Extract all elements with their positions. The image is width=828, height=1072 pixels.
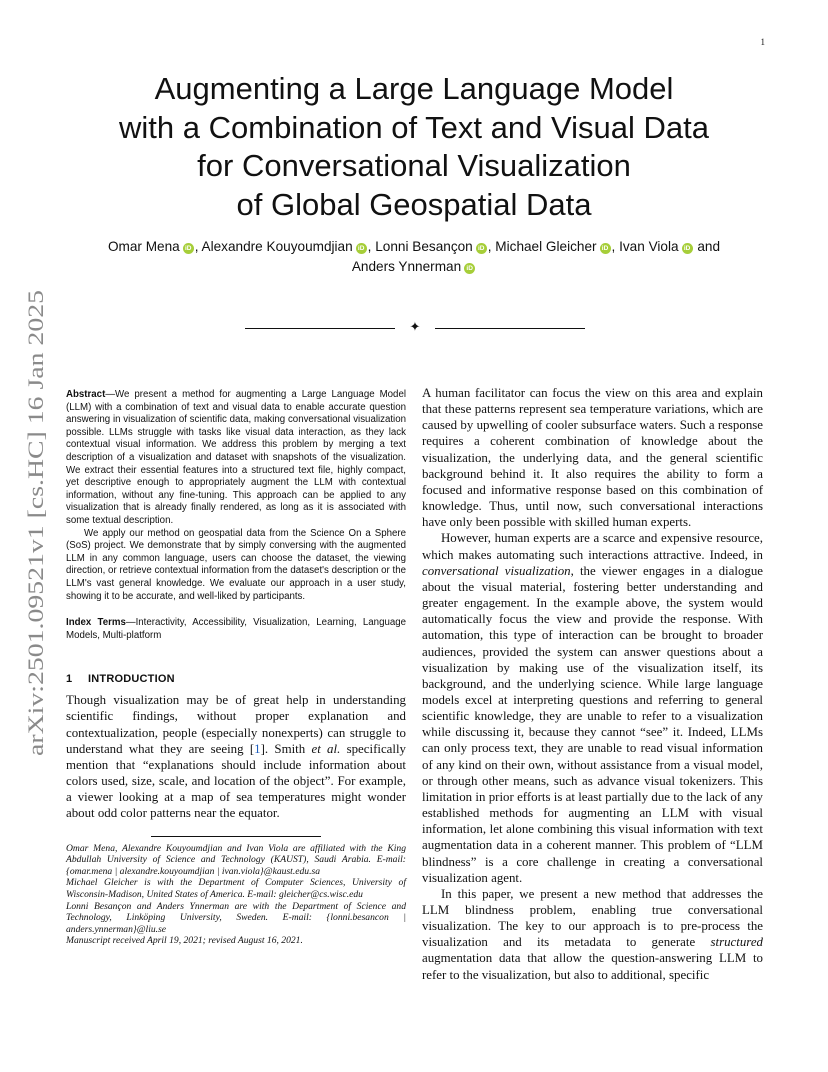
author-separator: , [367, 239, 372, 254]
arxiv-identifier-stamp [24, 290, 50, 760]
divider-ornament-icon: ✦ [409, 320, 421, 335]
author-name: Alexandre Kouyoumdjian [201, 239, 353, 254]
author-list [70, 237, 758, 277]
abstract-paragraph [66, 389, 406, 528]
footnote: Lonni Besançon and Anders Ynnerman are with the Department of Science and Technology, Linköping University, Sweden. E-mail: {lonni.besancon | anders.ynnerman}@liu.se [66, 900, 406, 935]
body-text: specifically mention that “explanations should include information about colors used, size, scale, and location of the object”. For example, a viewer looking at a map of sea temperatures might wonder about odd color patterns near the equator. [66, 741, 406, 821]
footnote: Manuscript received April 19, 2021; revised August 16, 2021. [66, 935, 303, 947]
author-name: Michael Gleicher [495, 239, 597, 254]
body-paragraph [66, 692, 406, 821]
index-terms [66, 617, 406, 642]
arxiv-stamp-svg [24, 290, 50, 760]
index-terms-label: Index Terms [66, 617, 126, 629]
orcid-icon[interactable]: iD [600, 243, 611, 254]
body-text: augmentation data that allow the question-answering LLM to refer to the visualization, but also to additional, specific [422, 951, 763, 982]
footnote-rule [151, 836, 321, 837]
footnote: Omar Mena, Alexandre Kouyoumdjian and Ivan Viola are affiliated with the King Abdullah University of Science and Technology (KAUST), Saudi Arabia. E-mail: {omar.mena | alexandre.kouyoumdjian | ivan.viola}@kaust.edu.sa [66, 842, 406, 877]
left-column [66, 389, 406, 947]
body-emphasis: conversational visualization [422, 563, 571, 578]
orcid-icon[interactable]: iD [464, 263, 475, 274]
author-name: Anders Ynnerman [351, 259, 462, 274]
body-text: Though visualization may be of great help in understanding scientific findings, without proper explanation and contextualization, people (especially nonexperts) can struggle to understand what they are seeing [ [66, 693, 406, 756]
section-heading [66, 673, 406, 685]
footnote: Michael Gleicher is with the Department of Computer Sciences, University of Wisconsin-Madison, United States of America. E-mail: gleicher@cs.wisc.edu [66, 877, 406, 900]
body-emphasis: structured [710, 935, 763, 950]
divider-rule-right [435, 328, 585, 329]
orcid-icon[interactable]: iD [356, 243, 367, 254]
citation-link[interactable]: 1 [254, 741, 261, 756]
orcid-icon[interactable]: iD [682, 243, 693, 254]
author-separator: , [611, 239, 616, 254]
arxiv-stamp-text: arXiv:2501.09521v1 [cs.HC] 16 Jan 2025 [23, 386, 48, 756]
right-column [422, 385, 763, 983]
abstract-paragraph-2: We apply our method on geospatial data from the Science On a Sphere (SoS) project. We demonstrate that by simply conversing with the augmented LLM in any common language, users can choose the dataset, the viewing direction, or retrieve contextual information from the dataset's description or the LLM's vast general knowledge. We evaluate our approach in a user study, showing it to be accurate, and well-liked by participants. [66, 527, 406, 602]
orcid-icon[interactable]: iD [476, 243, 487, 254]
author-name: Omar Mena [107, 239, 180, 254]
title-line: of Global Geospatial Data [236, 186, 592, 222]
abstract-label: Abstract [66, 389, 106, 400]
section-number: 1 [66, 673, 73, 686]
body-paragraph [422, 530, 763, 885]
title-line: with a Combination of Text and Visual Data [119, 109, 709, 145]
footnotes [66, 843, 406, 947]
body-emphasis: et al. [311, 741, 341, 756]
index-terms-text: —Interactivity, Accessibility, Visualization, Learning, Language Models, Multi-platform [66, 617, 407, 641]
author-separator: , [487, 239, 492, 254]
author-separator: and [697, 239, 721, 254]
body-paragraph: A human facilitator can focus the view on this area and explain that these patterns represent sea temperature variations, which are caused by upwelling of cooler subsurface waters. Such a response requires a coherent combination of knowledge about the visualization, the underlying data, and the general scientific background behind it. It also requires the ability to form a focused and informative response based on this combination of knowledge. Thus, until now, such conversational interactions have only been possible with skilled human experts. [422, 386, 763, 530]
title-line: Augmenting a Large Language Model [154, 71, 674, 106]
body-paragraph [422, 886, 763, 983]
title-line: for Conversational Visualization [197, 148, 631, 183]
divider-rule-left [245, 328, 395, 329]
page-number: 1 [760, 37, 765, 47]
body-text: , the viewer engages in a dialogue about the visual material, fostering better understanding and greater engagement. In the example above, the system would automatically focus the view and provide the response. With automation, this type of interaction can be brought to broader audiences, provided the system can answer questions about a visualization by making use of the visualization itself, its background, and the underlying science. While large language models excel at interpreting questions and referring to general scientific knowledge, they are unable to refer to a visualization while discussing it, because they cannot “see” it. Indeed, LLMs can only process text, they are unable to read visual information of any kind on their own, without assistance from a visual model, or through other means, such as advance visual tokenizers. This limitation in prior efforts is at least partially due to the lack of any established methods for augmenting an LLM with visual information, let alone combining this visual information with text augmentation data in a coherent manner. This problem of “LLM blindness” is a core challenge in creating a conversational visualization agent. [422, 563, 763, 885]
author-separator: , [194, 239, 199, 254]
body-text: ]. Smith [260, 741, 312, 756]
orcid-icon[interactable]: iD [183, 243, 194, 254]
body-text: However, human experts are a scarce and expensive resource, which makes automating such interactions attractive. Indeed, in [422, 531, 763, 562]
body-text: In this paper, we present a new method that addresses the LLM blindness problem, enabling true conversational visualization. The key to our approach is to pre-process the visualization and its metadata to generate [422, 886, 763, 950]
paper-title [60, 70, 768, 224]
section-divider [245, 321, 585, 337]
section-title: INTRODUCTION [88, 673, 175, 686]
author-name: Lonni Besançon [375, 239, 473, 254]
abstract-text: —We present a method for augmenting a Large Language Model (LLM) with a combination of text and visual data to enable accurate question answering in visualization of scientific data, making conversational visualization possible. LLMs struggle with tasks like visual data interaction, as they lack contextual visual information. We address this problem by merging a text description of a visualization and dataset with snapshots of the visualization. We extract their essential features into a structured text file, highly compact, yet descriptive enough to appropriately augment the LLM with contextual information, without any fine-tuning. This approach can be applied to any visualization that is already finally rendered, as long as it is associated with some textual description. [66, 389, 406, 526]
author-name: Ivan Viola [619, 239, 679, 254]
